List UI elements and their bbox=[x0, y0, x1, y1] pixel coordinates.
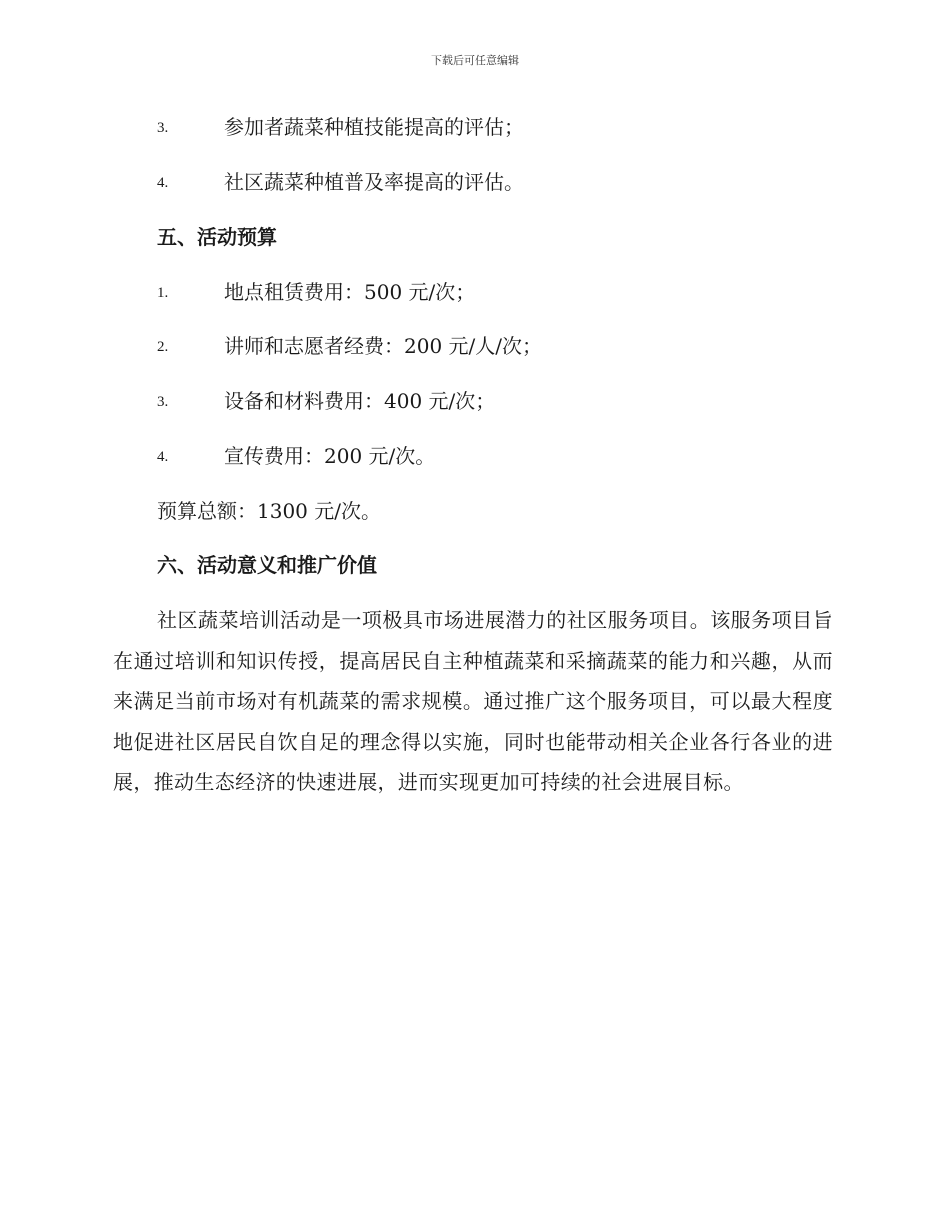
list-item-number: 1. bbox=[157, 285, 169, 301]
list-item-number: 4. bbox=[157, 449, 169, 465]
list-item-text: 设备和材料费用：400 元/次； bbox=[224, 389, 496, 413]
list-item-number: 3. bbox=[157, 394, 169, 410]
list-item-text: 参加者蔬菜种植技能提高的评估； bbox=[224, 115, 524, 139]
list-item-text: 社区蔬菜种植普及率提高的评估。 bbox=[224, 170, 524, 194]
list-item-number: 3. bbox=[157, 120, 169, 136]
list-item-text: 宣传费用：200 元/次。 bbox=[224, 444, 436, 468]
budget-total: 预算总额：1300 元/次。 bbox=[157, 499, 381, 523]
list-item-number: 2. bbox=[157, 339, 169, 355]
section-heading-budget: 五、活动预算 bbox=[157, 225, 277, 249]
list-item-text: 讲师和志愿者经费：200 元/人/次； bbox=[224, 334, 543, 358]
list-item-text: 地点租赁费用：500 元/次； bbox=[224, 280, 476, 304]
body-paragraph: 社区蔬菜培训活动是一项极具市场进展潜力的社区服务项目。该服务项目旨在通过培训和知识传授，提高居民自主种植蔬菜和采摘蔬菜的能力和兴趣，从而来满足当前市场对有机蔬菜的需求规模。通过推广这个服务项目，可以最大程度地促进社区居民自饮自足的理念得以实施，同时也能带动相关企业各行各业的进展，推动生态经济的快速进展，进而实现更加可持续的社会进展目标。 bbox=[113, 608, 833, 794]
page-header: 下载后可任意编辑 bbox=[431, 54, 519, 67]
list-item-number: 4. bbox=[157, 175, 169, 191]
section-heading-significance: 六、活动意义和推广价值 bbox=[157, 553, 377, 577]
